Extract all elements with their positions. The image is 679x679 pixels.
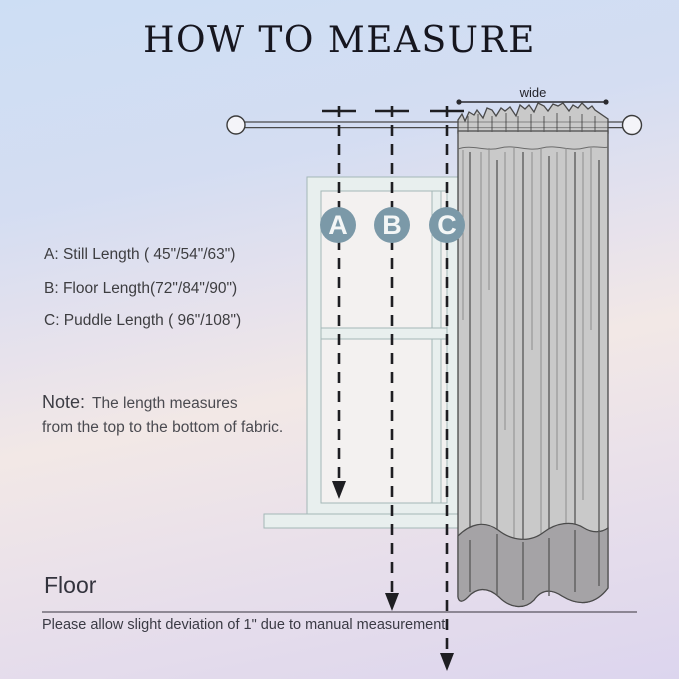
marker-b-label: B bbox=[382, 210, 402, 240]
note-text-line2: from the top to the bottom of fabric. bbox=[42, 419, 284, 436]
wide-measure bbox=[456, 85, 608, 105]
marker-a-label: A bbox=[328, 210, 348, 240]
note-block bbox=[42, 390, 302, 440]
marker-c-label: C bbox=[437, 210, 457, 240]
rod-finial-right bbox=[623, 116, 642, 135]
floor-label: Floor bbox=[44, 572, 97, 598]
window-sill bbox=[264, 514, 470, 528]
wide-label: wide bbox=[519, 85, 547, 100]
curtain-ruffle bbox=[458, 103, 608, 133]
measurement-disclaimer: Please allow slight deviation of 1" due to manual measurement bbox=[42, 617, 446, 633]
marker-b bbox=[374, 207, 410, 243]
arrowhead-b bbox=[385, 593, 399, 611]
note-text-line1: The length measures bbox=[92, 395, 238, 412]
marker-c bbox=[429, 207, 465, 243]
note-label: Note: bbox=[42, 392, 86, 412]
marker-a bbox=[320, 207, 356, 243]
rod-finial-left bbox=[227, 116, 245, 134]
curtain bbox=[458, 103, 608, 606]
measurement-puddle-length: C: Puddle Length ( 96"/108") bbox=[44, 312, 242, 329]
measurement-floor-length: B: Floor Length(72"/84"/90") bbox=[44, 280, 238, 297]
page-title: HOW TO MEASURE bbox=[143, 20, 536, 61]
measurement-still-length: A: Still Length ( 45"/54"/63") bbox=[44, 246, 236, 263]
arrowhead-c bbox=[440, 653, 454, 671]
